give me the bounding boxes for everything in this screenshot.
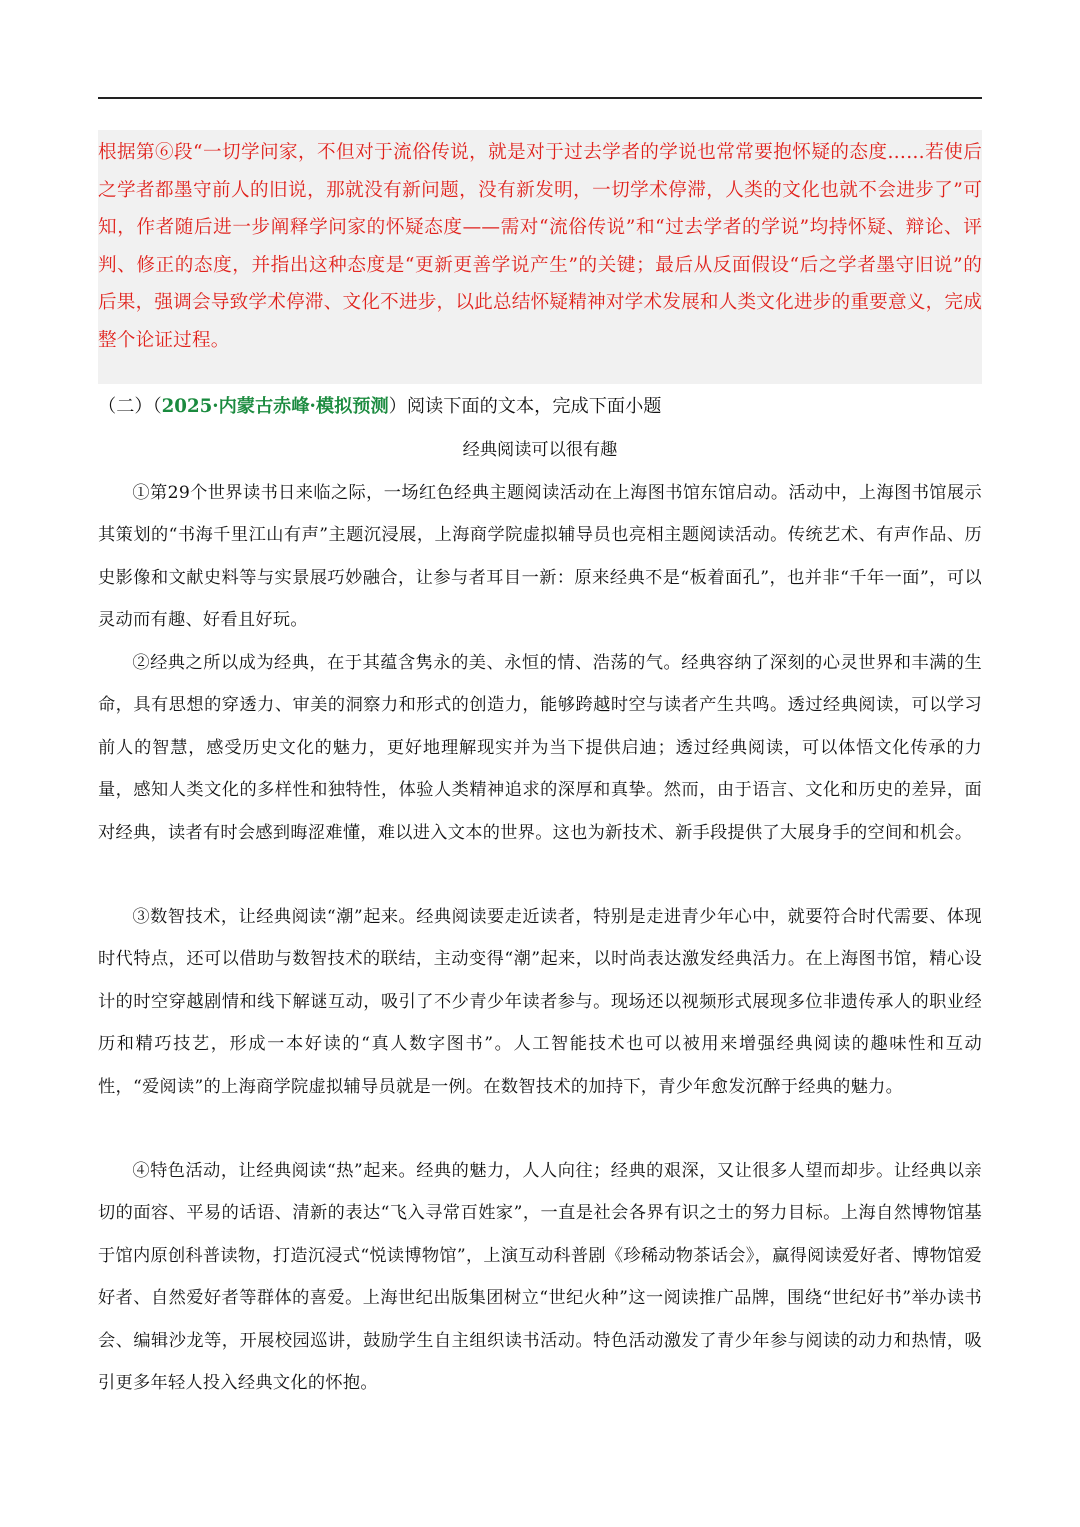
answer-explanation: 根据第⑥段“一切学问家，不但对于流俗传说，就是对于过去学者的学说也常常要抱怀疑的态度……若使后之学者都墨守前人的旧说，那就没有新问题，没有新发明，一切学术停滞，人类的文化也就不会进步了”可知，作者随后进一步阐释学问家的怀疑态度——需对“流俗传说”和“过去学者的学说”均持怀疑、辩论、评判、修正的态度，并指出这种态度是“更新更善学说产生”的关键；最后从反面假设“后之学者墨守旧说”的后果，强调会导致学术停滞、文化不进步，以此总结怀疑精神对学术发展和人类文化进步的重要意义，完成整个论证过程。 [98,142,982,351]
question-source: 2025·内蒙古赤峰·模拟预测 [161,396,389,417]
article-paragraph-3: ③数智技术，让经典阅读“潮”起来。经典阅读要走近读者，特别是走进青少年心中，就要符合时代需要、体现时代特点，还可以借助与数智技术的联结，主动变得“潮”起来，以时尚表达激发经典活力。在上海图书馆，精心设计的时空穿越剧情和线下解谜互动，吸引了不少青少年读者参与。现场还以视频形式展现多位非遗传承人的职业经历和精巧技艺，形成一本好读的“真人数字图书”。人工智能技术也可以被用来增强经典阅读的趣味性和互动性，“爱阅读”的上海商学院虚拟辅导员就是一例。在数智技术的加持下，青少年愈发沉醉于经典的魅力。 [98,907,982,1097]
top-divider [98,97,982,99]
question-number: （二）（ [98,396,162,417]
question-instruction: ）阅读下面的文本，完成下面小题 [388,396,662,417]
question-header [98,392,982,422]
article-title: 经典阅读可以很有趣 [462,440,618,460]
article-paragraph-2: ②经典之所以成为经典，在于其蕴含隽永的美、永恒的情、浩荡的气。经典容纳了深刻的心灵世界和丰满的生命，具有思想的穿透力、审美的洞察力和形式的创造力，能够跨越时空与读者产生共鸣。透过经典阅读，可以学习前人的智慧，感受历史文化的魅力，更好地理解现实并为当下提供启迪；透过经典阅读，可以体悟文化传承的力量，感知人类文化的多样性和独特性，体验人类精神追求的深厚和真挚。然而，由于语言、文化和历史的差异，面对经典，读者有时会感到晦涩难懂，难以进入文本的世界。这也为新技术、新手段提供了大展身手的空间和机会。 [98,653,982,843]
article-paragraph-4: ④特色活动，让经典阅读“热”起来。经典的魅力，人人向往；经典的艰深，又让很多人望而却步。让经典以亲切的面容、平易的话语、清新的表达“飞入寻常百姓家”，一直是社会各界有识之士的努力目标。上海自然博物馆基于馆内原创科普读物，打造沉浸式“悦读博物馆”，上演互动科普剧《珍稀动物茶话会》，赢得阅读爱好者、博物馆爱好者、自然爱好者等群体的喜爱。上海世纪出版集团树立“世纪火种”这一阅读推广品牌，围绕“世纪好书”举办读书会、编辑沙龙等，开展校园巡讲，鼓励学生自主组织读书活动。特色活动激发了青少年参与阅读的动力和热情，吸引更多年轻人投入经典文化的怀抱。 [98,1161,982,1394]
article-paragraph-1: ①第29个世界读书日来临之际，一场红色经典主题阅读活动在上海图书馆东馆启动。活动中，上海图书馆展示其策划的“书海千里江山有声”主题沉浸展，上海商学院虚拟辅导员也亮相主题阅读活动。传统艺术、有声作品、历史影像和文献史料等与实景展巧妙融合，让参与者耳目一新：原来经典不是“板着面孔”，也并非“千年一面”，可以灵动而有趣、好看且好玩。 [98,483,982,631]
